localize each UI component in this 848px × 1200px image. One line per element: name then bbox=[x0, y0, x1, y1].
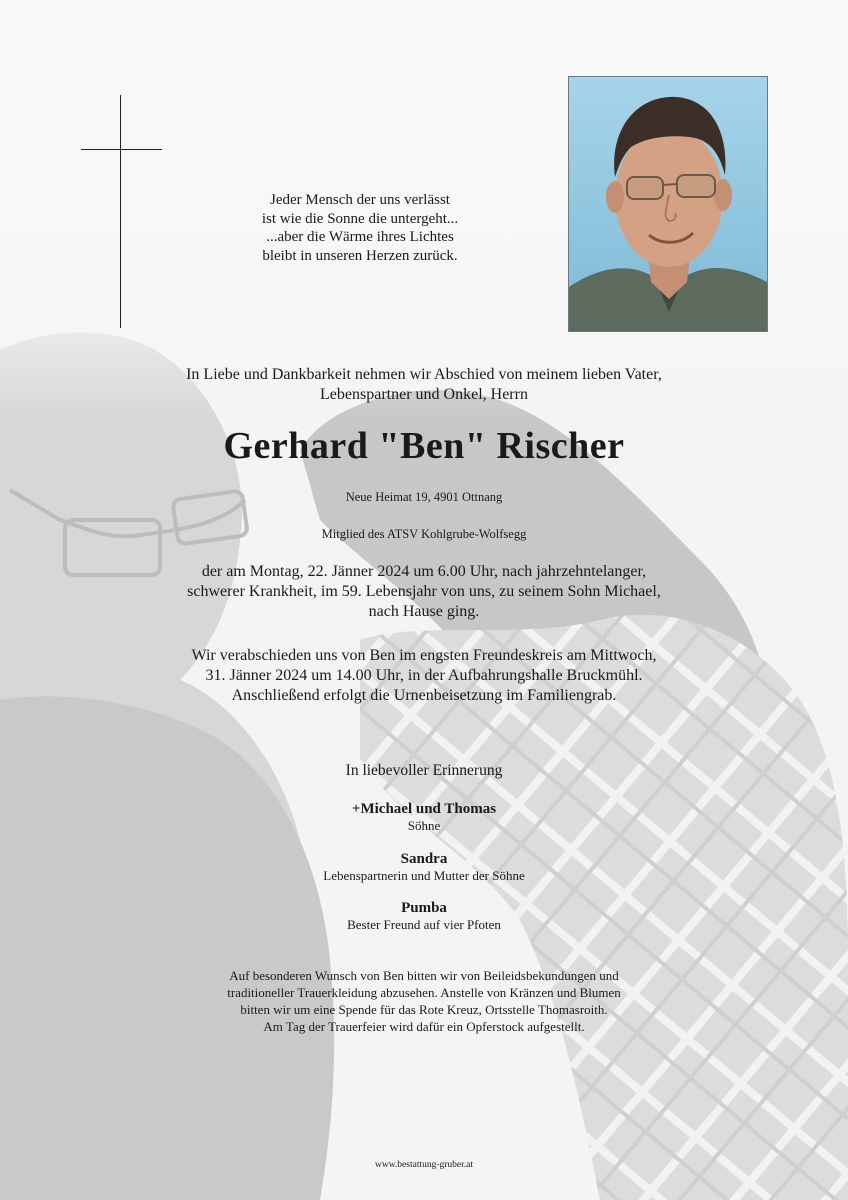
mourner-name: Sandra bbox=[400, 851, 448, 867]
portrait-photo bbox=[568, 76, 768, 332]
death-notice-line: der am Montag, 22. Jänner 2024 um 6.00 Uhr, nach jahrzehntelanger, bbox=[201, 563, 647, 580]
website-link[interactable]: www.bestattung-gruber.at bbox=[374, 1160, 474, 1170]
poem bbox=[220, 191, 500, 265]
mourner-name: Pumba bbox=[401, 900, 447, 916]
poem-line: ...aber die Wärme ihres Lichtes bbox=[266, 229, 454, 245]
mourner-name: +Michael und Thomas bbox=[351, 801, 497, 817]
portrait-image bbox=[569, 77, 767, 331]
mourner-role: Söhne bbox=[407, 818, 441, 833]
poem-line: Jeder Mensch der uns verlässt bbox=[270, 192, 450, 208]
mourner-entry bbox=[0, 800, 848, 834]
funeral-notice bbox=[0, 646, 848, 706]
mourner-entry bbox=[0, 850, 848, 884]
deceased-name: Gerhard "Ben" Rischer bbox=[223, 425, 625, 467]
donation-request bbox=[0, 967, 848, 1035]
deceased-membership: Mitglied des ATSV Kohlgrube-Wolfsegg bbox=[321, 527, 527, 541]
mourner-entry bbox=[0, 899, 848, 933]
donation-request-line: Auf besonderen Wunsch von Ben bitten wir von Beileidsbekundungen und bbox=[229, 968, 619, 983]
death-notice bbox=[0, 562, 848, 622]
cross-icon-vertical bbox=[120, 95, 121, 328]
intro-line: In Liebe und Dankbarkeit nehmen wir Abschied von meinem lieben Vater, bbox=[186, 366, 662, 383]
donation-request-line: bitten wir um eine Spende für das Rote Kreuz, Ortsstelle Thomasroith. bbox=[240, 1002, 608, 1017]
funeral-notice-line: 31. Jänner 2024 um 14.00 Uhr, in der Aufbahrungshalle Bruckmühl. bbox=[205, 667, 643, 684]
intro-line: Lebenspartner und Onkel, Herrn bbox=[320, 386, 528, 403]
mourner-role: Bester Freund auf vier Pfoten bbox=[347, 917, 501, 932]
death-notice-line: schwerer Krankheit, im 59. Lebensjahr von uns, zu seinem Sohn Michael, bbox=[187, 583, 661, 600]
donation-request-line: traditioneller Trauerkleidung abzusehen. Anstelle von Kränzen und Blumen bbox=[227, 985, 621, 1000]
funeral-notice-line: Wir verabschieden uns von Ben im engsten Freundeskreis am Mittwoch, bbox=[191, 647, 657, 664]
poem-line: bleibt in unseren Herzen zurück. bbox=[262, 247, 458, 264]
mourner-role: Lebenspartnerin und Mutter der Söhne bbox=[323, 868, 525, 883]
deceased-address: Neue Heimat 19, 4901 Ottnang bbox=[345, 490, 503, 504]
memory-heading: In liebevoller Erinnerung bbox=[345, 762, 503, 779]
intro-text bbox=[0, 365, 848, 405]
cross-icon-horizontal bbox=[81, 149, 162, 150]
funeral-notice-line: Anschließend erfolgt die Urnenbeisetzung im Familiengrab. bbox=[231, 687, 617, 704]
death-notice-line: nach Hause ging. bbox=[368, 603, 480, 620]
poem-line: ist wie die Sonne die untergeht... bbox=[261, 210, 459, 227]
donation-request-line: Am Tag der Trauerfeier wird dafür ein Opferstock aufgestellt. bbox=[263, 1019, 585, 1034]
